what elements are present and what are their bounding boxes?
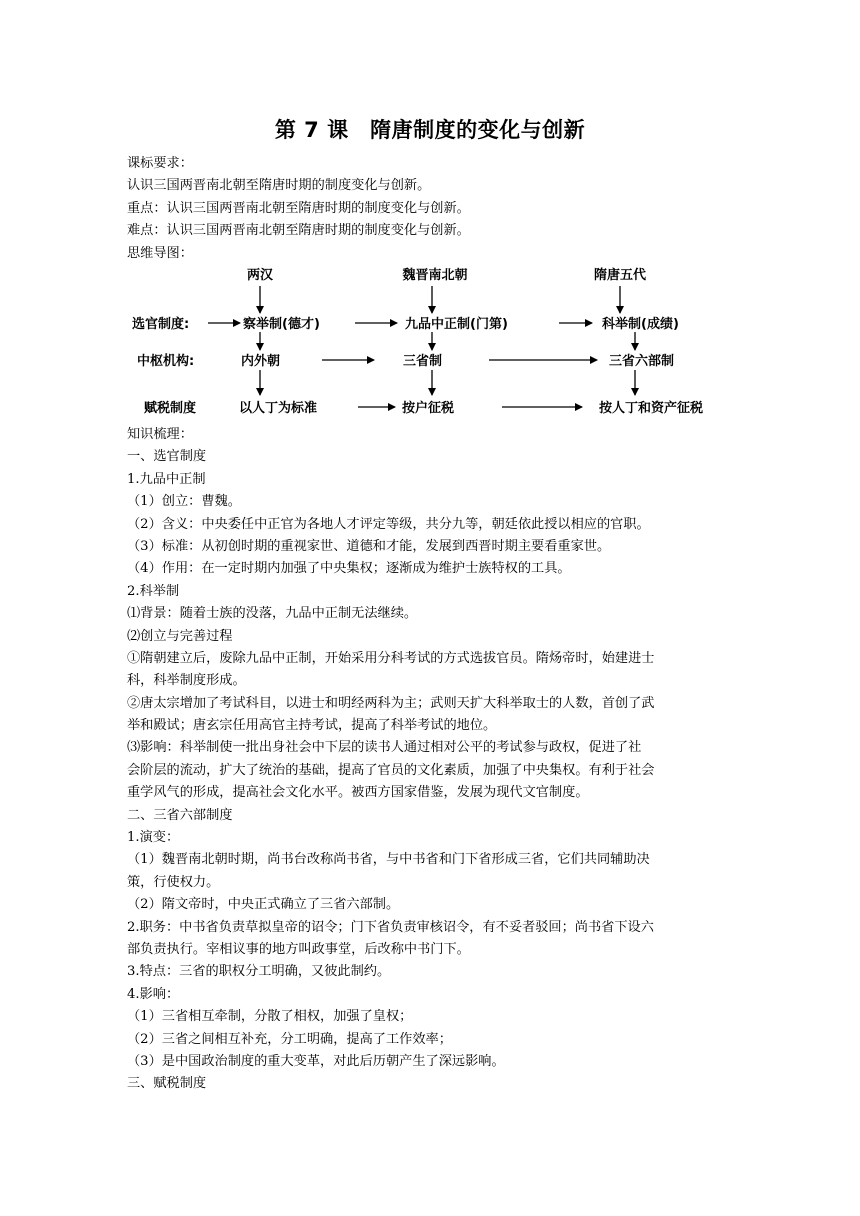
body-line: ①隋朝建立后，废除九品中正制，开始采用分科考试的方式选拔官员。隋炀帝时，始建进士 <box>127 650 655 666</box>
intro-line: 难点：认识三国两晋南北朝至隋唐时期的制度变化与创新。 <box>127 223 470 239</box>
intro-section <box>127 153 747 265</box>
page-title: 第 7 课 隋唐制度的变化与创新 <box>274 118 586 142</box>
row-item: 三省六部制 <box>609 354 675 369</box>
body-line: 2.职务：中书省负责草拟皇帝的诏令；门下省负责审核诏令，有不妥者驳回；尚书省下设六 <box>127 919 654 935</box>
row-label: 选官制度: <box>132 317 190 332</box>
body-line: ⑴背景：随着士族的没落，九品中正制无法继续。 <box>127 606 418 622</box>
row-label: 中枢机构: <box>137 354 195 369</box>
row-label: 赋税制度 <box>144 401 197 416</box>
body-line: 2.科举制 <box>127 583 180 599</box>
knowledge-section <box>127 424 747 1096</box>
body-line: ⑶影响：科举制使一批出身社会中下层的读书人通过相对公平的考试参与政权，促进了社 <box>127 740 642 756</box>
row-item: 察举制(德才) <box>243 317 320 332</box>
row-item: 科举制(成绩) <box>602 317 679 332</box>
body-line: （2）含义：中央委任中正官为各地人才评定等级，共分九等，朝廷依此授以相应的官职。 <box>127 516 650 532</box>
section-heading: 一、选官制度 <box>127 449 207 465</box>
era-label: 魏晋南北朝 <box>402 268 468 283</box>
row-item: 内外朝 <box>241 354 281 369</box>
body-line: 会阶层的流动，扩大了统治的基础，提高了官员的文化素质，加强了中央集权。有利于社会 <box>127 762 655 778</box>
body-line: 部负责执行。宰相议事的地方叫政事堂，后改称中书门下。 <box>127 941 470 957</box>
era-label: 两汉 <box>246 268 274 283</box>
body-line: （3）标准：从初创时期的重视家世、道德和才能，发展到西晋时期主要看重家世。 <box>127 538 611 554</box>
row-item: 以人丁为标准 <box>239 401 318 416</box>
body-line: ②唐太宗增加了考试科目，以进士和明经两科为主；武则天扩大科举取士的人数，首创了武 <box>127 695 655 711</box>
section-heading: 三、赋税制度 <box>127 1076 207 1092</box>
body-line: 科，科举制度形成。 <box>127 673 246 689</box>
row-item: 按人丁和资产征税 <box>599 401 704 416</box>
row-item: 九品中正制(门第) <box>405 317 508 332</box>
body-line: 举和殿试；唐玄宗任用高官主持考试，提高了科举考试的地位。 <box>127 718 497 734</box>
body-line: （2）三省之间相互补充，分工明确，提高了工作效率； <box>127 1031 452 1047</box>
body-line: 知识梳理： <box>127 427 193 442</box>
row-item: 三省制 <box>403 354 443 369</box>
body-line: ⑵创立与完善过程 <box>127 628 233 644</box>
body-line: 重学风气的形成，提高社会文化水平。被西方国家借鉴，发展为现代文官制度。 <box>127 785 589 801</box>
body-line: （1）魏晋南北朝时期，尚书台改称尚书省，与中书省和门下省形成三省，它们共同辅助决 <box>127 852 650 868</box>
intro-line: 课标要求： <box>127 156 193 171</box>
body-line: （3）是中国政治制度的重大变革，对此后历朝产生了深远影响。 <box>127 1053 505 1069</box>
body-line: 1.九品中正制 <box>127 471 206 487</box>
mind-map <box>127 262 757 422</box>
body-line: （2）隋文帝时，中央正式确立了三省六部制。 <box>127 897 400 913</box>
body-line: 4.影响： <box>127 986 180 1002</box>
intro-line: 重点：认识三国两晋南北朝至隋唐时期的制度变化与创新。 <box>127 200 470 216</box>
body-line: （4）作用：在一定时期内加强了中央集权；逐渐成为维护士族特权的工具。 <box>127 561 571 577</box>
section-heading: 二、三省六部制度 <box>127 807 233 823</box>
row-item: 按户征税 <box>402 401 455 416</box>
body-line: （1）创立：曹魏。 <box>127 494 241 510</box>
era-label: 隋唐五代 <box>593 268 647 283</box>
intro-line: 思维导图： <box>127 245 193 261</box>
body-line: 1.演变： <box>127 830 180 846</box>
body-line: （1）三省相互牵制，分散了相权，加强了皇权； <box>127 1009 413 1025</box>
intro-line: 认识三国两晋南北朝至隋唐时期的制度变化与创新。 <box>127 178 431 194</box>
body-line: 策，行使权力。 <box>127 874 220 890</box>
body-line: 3.特点：三省的职权分工明确，又彼此制约。 <box>127 964 391 980</box>
